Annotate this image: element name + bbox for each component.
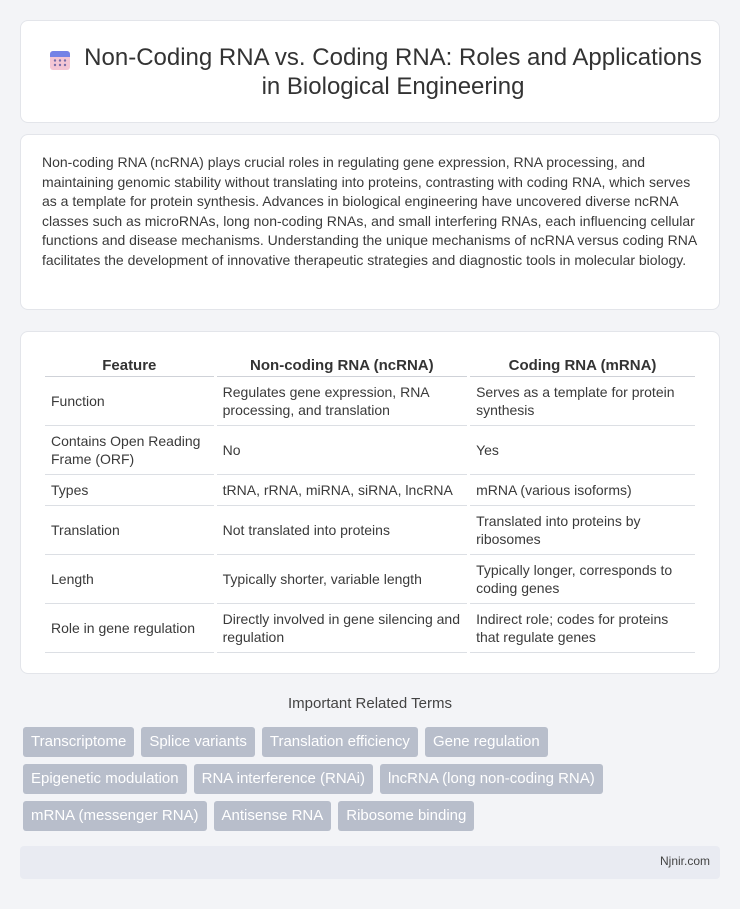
table-row [45,475,695,506]
table-row [45,426,695,475]
table-row [45,377,695,426]
header-feature: Feature [45,352,214,377]
term-tag[interactable]: Epigenetic modulation [23,764,187,794]
table-cell: Function [45,377,214,426]
intro-paragraph: Non-coding RNA (ncRNA) plays crucial roles in regulating gene expression, RNA processing, and maintaining genomic stability without translating into proteins, contrasting with coding RNA, which serves as a template for protein synthesis. Advances in biological engineering have uncovered diverse ncRNA classes such as microRNAs, long non-coding RNAs, and small interfering RNAs, each influencing cellular functions and disease mechanisms. Understanding the unique mechanisms of ncRNA versus coding RNA facilitates the development of innovative therapeutic strategies and diagnostic tools in molecular biology. [42,154,697,268]
related-terms-title: Important Related Terms [288,695,452,712]
related-terms-list [23,727,713,831]
table-cell: Typically longer, corresponds to coding genes [470,555,695,604]
comparison-table-card [20,331,720,674]
table-cell: Regulates gene expression, RNA processing, and translation [217,377,467,426]
table-cell: Types [45,475,214,506]
page-title: Non-Coding RNA vs. Coding RNA: Roles and Applications in Biological Engineering [84,44,702,100]
term-tag[interactable]: mRNA (messenger RNA) [23,801,207,831]
title-card [20,20,720,123]
table-cell: Directly involved in gene silencing and regulation [217,604,467,653]
term-tag[interactable]: Translation efficiency [262,727,418,757]
table-cell: Indirect role; codes for proteins that regulate genes [470,604,695,653]
footer-site-link[interactable]: Njnir.com [659,854,710,868]
footer [20,846,720,879]
header-mrna: Coding RNA (mRNA) [470,352,695,377]
table-cell: Translation [45,506,214,555]
term-tag[interactable]: Antisense RNA [214,801,332,831]
header-ncrna: Non-coding RNA (ncRNA) [217,352,467,377]
table-cell: Role in gene regulation [45,604,214,653]
table-cell: Not translated into proteins [217,506,467,555]
table-cell: Contains Open Reading Frame (ORF) [45,426,214,475]
term-tag[interactable]: lncRNA (long non-coding RNA) [380,764,603,794]
table-cell: Length [45,555,214,604]
table-cell: Serves as a template for protein synthesis [470,377,695,426]
term-tag[interactable]: RNA interference (RNAi) [194,764,373,794]
table-cell: mRNA (various isoforms) [470,475,695,506]
table-cell: Translated into proteins by ribosomes [470,506,695,555]
table-cell: Yes [470,426,695,475]
calendar-icon [48,48,72,72]
table-cell: tRNA, rRNA, miRNA, siRNA, lncRNA [217,475,467,506]
table-header-row [45,352,695,377]
table-cell: Typically shorter, variable length [217,555,467,604]
table-cell: No [217,426,467,475]
term-tag[interactable]: Gene regulation [425,727,548,757]
term-tag[interactable]: Transcriptome [23,727,134,757]
intro-card [20,134,720,310]
table-row [45,506,695,555]
term-tag[interactable]: Splice variants [141,727,255,757]
comparison-table [42,352,698,653]
term-tag[interactable]: Ribosome binding [338,801,474,831]
table-row [45,555,695,604]
table-row [45,604,695,653]
